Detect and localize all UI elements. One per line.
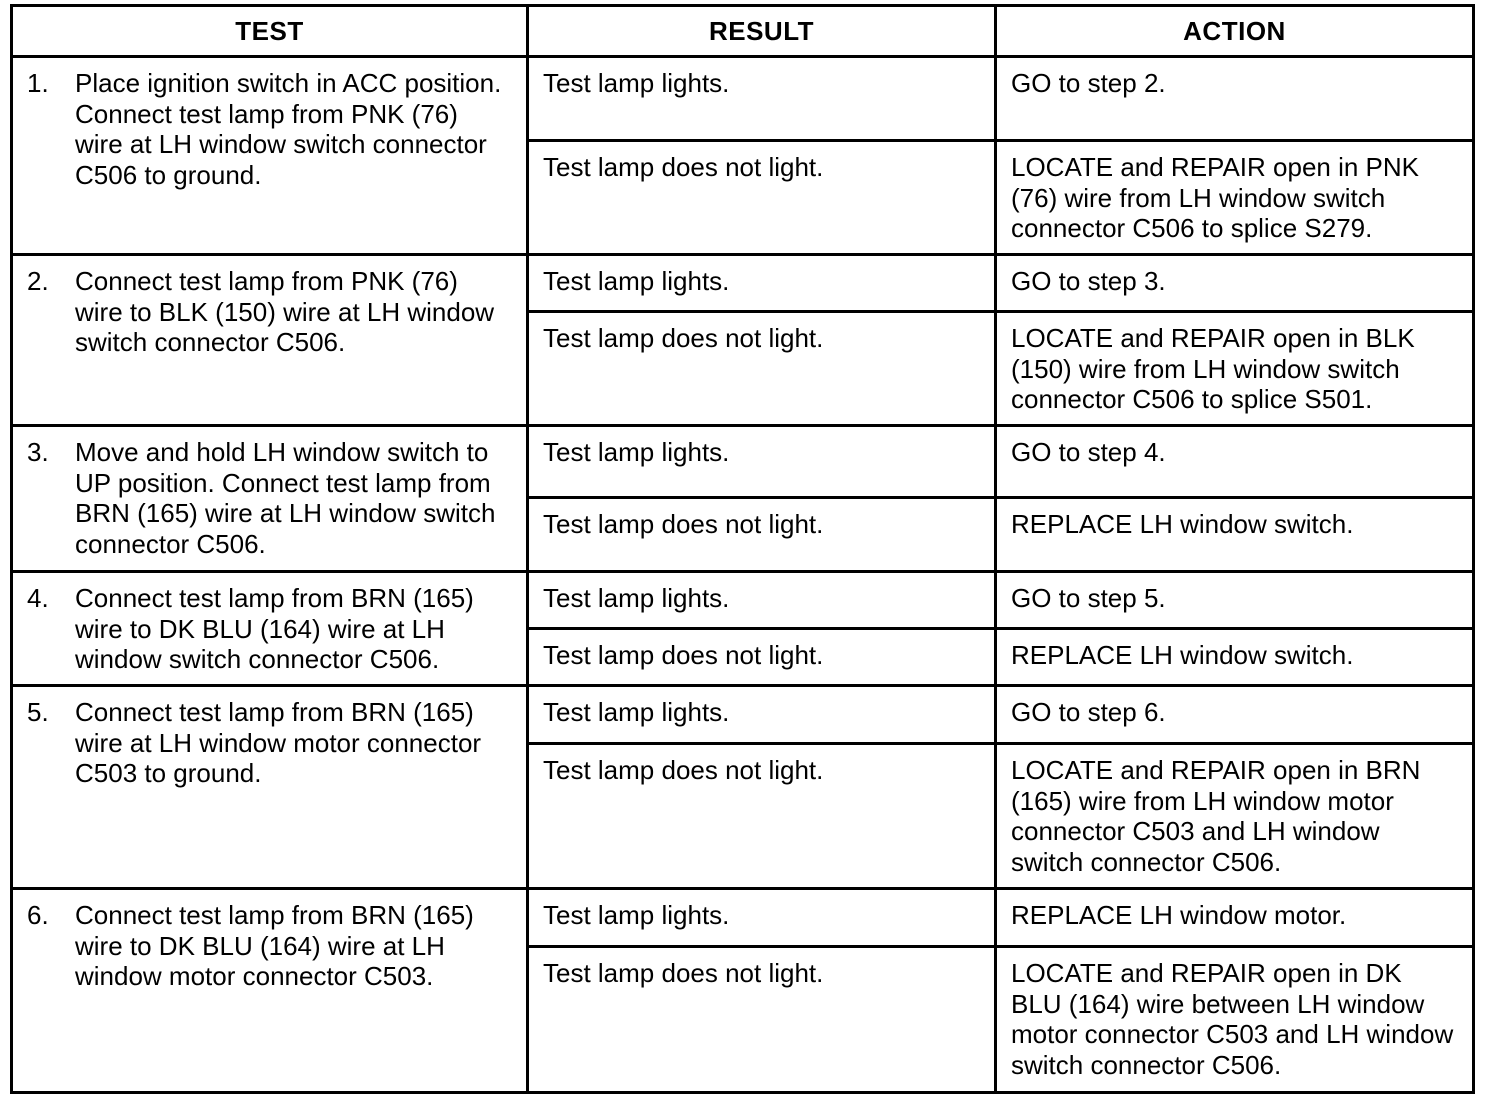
test-cell-step-3: [12, 426, 528, 572]
table-row: [12, 686, 1474, 744]
result-cell: Test lamp lights.: [528, 57, 996, 141]
step-number: 3.: [27, 437, 49, 467]
result-cell: Test lamp does not light.: [528, 141, 996, 255]
diagnostic-table-frame: [10, 4, 1472, 1092]
action-cell: GO to step 2.: [996, 57, 1474, 141]
result-cell: Test lamp does not light.: [528, 498, 996, 572]
test-cell-step-4: [12, 572, 528, 686]
test-cell-step-5: [12, 686, 528, 889]
action-cell: GO to step 3.: [996, 255, 1474, 312]
step-number: 1.: [27, 68, 49, 98]
action-cell: REPLACE LH window motor.: [996, 889, 1474, 947]
action-cell: GO to step 5.: [996, 572, 1474, 629]
table-row: [12, 889, 1474, 947]
result-cell: Test lamp lights.: [528, 426, 996, 498]
table-row: [12, 57, 1474, 141]
result-cell: Test lamp does not light.: [528, 312, 996, 426]
result-cell: Test lamp lights.: [528, 572, 996, 629]
test-text: Connect test lamp from PNK (76) wire to BLK (150) wire at LH window switch connector C506.: [75, 266, 495, 357]
table-row: [12, 426, 1474, 498]
result-cell: Test lamp does not light.: [528, 629, 996, 686]
step-number: 2.: [27, 266, 49, 296]
test-cell-step-2: [12, 255, 528, 426]
table-row: [12, 255, 1474, 312]
table-row: [12, 572, 1474, 629]
step-number: 6.: [27, 900, 49, 930]
result-cell: Test lamp does not light.: [528, 947, 996, 1093]
test-cell-step-1: [12, 57, 528, 255]
action-cell: LOCATE and REPAIR open in DK BLU (164) wire between LH window motor connector C503 and LH window switch connector C506.: [996, 947, 1474, 1093]
action-cell: REPLACE LH window switch.: [996, 629, 1474, 686]
header-test: TEST: [12, 6, 528, 57]
action-cell: GO to step 6.: [996, 686, 1474, 744]
action-cell: REPLACE LH window switch.: [996, 498, 1474, 572]
result-cell: Test lamp lights.: [528, 255, 996, 312]
action-cell: LOCATE and REPAIR open in BRN (165) wire from LH window motor connector C503 and LH window switch connector C506.: [996, 744, 1474, 889]
header-row: [12, 6, 1474, 57]
header-result: RESULT: [528, 6, 996, 57]
diagnostic-table: [10, 4, 1475, 1094]
result-cell: Test lamp lights.: [528, 686, 996, 744]
step-number: 4.: [27, 583, 49, 613]
test-text: Move and hold LH window switch to UP position. Connect test lamp from BRN (165) wire at LH window switch connector C506.: [75, 437, 496, 559]
result-cell: Test lamp does not light.: [528, 744, 996, 889]
result-cell: Test lamp lights.: [528, 889, 996, 947]
test-text: Place ignition switch in ACC position. Connect test lamp from PNK (76) wire at LH window switch connector C506 to ground.: [75, 68, 502, 190]
test-text: Connect test lamp from BRN (165) wire at LH window motor connector C503 to ground.: [75, 697, 482, 788]
action-cell: LOCATE and REPAIR open in PNK (76) wire from LH window switch connector C506 to splice S279.: [996, 141, 1474, 255]
step-number: 5.: [27, 697, 49, 727]
action-cell: GO to step 4.: [996, 426, 1474, 498]
header-action: ACTION: [996, 6, 1474, 57]
test-text: Connect test lamp from BRN (165) wire to DK BLU (164) wire at LH window switch connector C506.: [75, 583, 474, 674]
test-cell-step-6: [12, 889, 528, 1093]
test-text: Connect test lamp from BRN (165) wire to DK BLU (164) wire at LH window motor connector C503.: [75, 900, 474, 991]
action-cell: LOCATE and REPAIR open in BLK (150) wire from LH window switch connector C506 to splice S501.: [996, 312, 1474, 426]
